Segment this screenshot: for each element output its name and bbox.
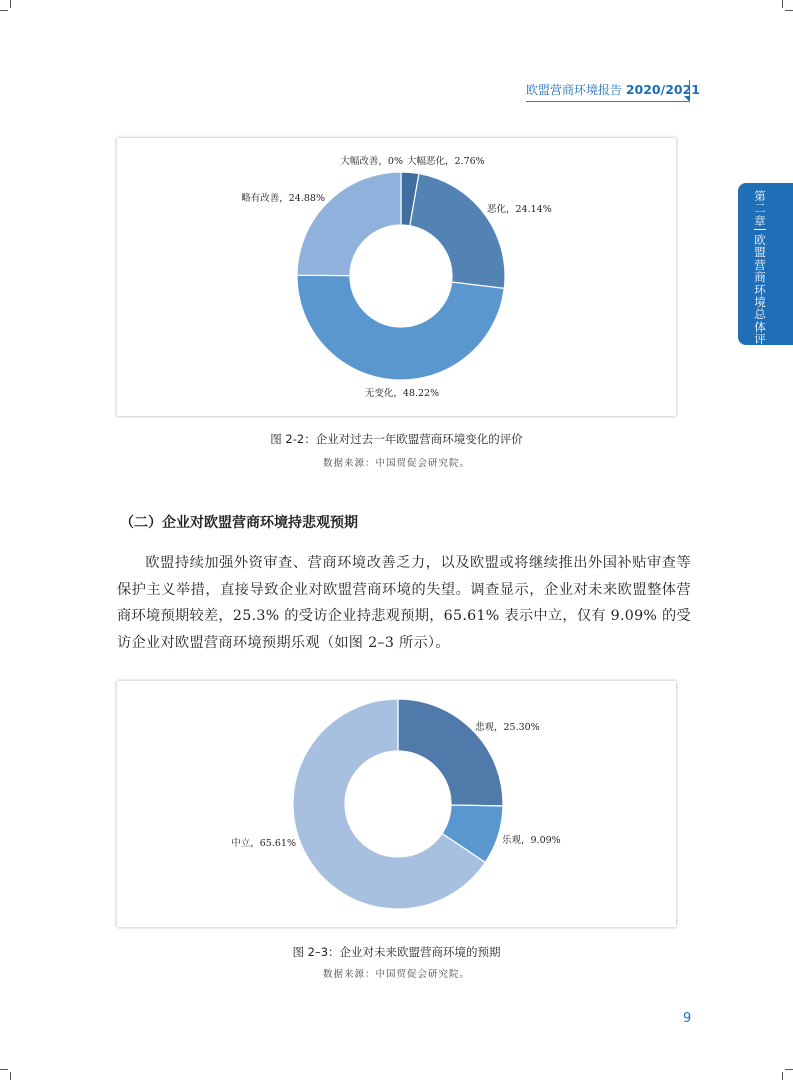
header-corner-mark <box>684 96 690 102</box>
chapter-tab-divider <box>754 229 766 230</box>
figure-1-source: 数据来源：中国贸促会研究院。 <box>322 458 470 469</box>
crop-mark <box>782 0 783 8</box>
chapter-tab-number: 第二章 <box>754 189 766 228</box>
donut-slice-0 <box>398 699 503 806</box>
figure-1-caption: 图 2-2：企业对过去一年欧盟营商环境变化的评价 <box>270 432 523 446</box>
chart-2-svg <box>117 681 676 927</box>
slice-label-3: 无变化，48.22% <box>364 388 440 399</box>
donut-slice-3 <box>297 275 504 380</box>
crop-mark <box>10 0 11 8</box>
running-header-title: 欧盟营商环境报告 <box>526 83 623 97</box>
crop-mark <box>785 10 793 11</box>
running-header-year: 2020/2021 <box>625 82 700 97</box>
slice-label-1: 大幅恶化，2.76% <box>407 156 485 167</box>
crop-mark <box>10 1072 11 1080</box>
slice-label-0: 悲观，25.30% <box>475 722 540 733</box>
chapter-tab-title: 欧盟营商环境总体评价 <box>754 233 766 359</box>
crop-mark <box>785 1069 793 1070</box>
figure-2-chart <box>117 681 676 927</box>
crop-mark <box>0 10 8 11</box>
donut-slice-2 <box>410 174 505 289</box>
donut-slice-4 <box>297 172 401 276</box>
chart-1-svg <box>117 138 676 416</box>
body-paragraph: 欧盟持续加强外资审查、营商环境改善乏力，以及欧盟或将继续推出外国补贴审查等保护主义举措，直接导致企业对欧盟营商环境的失望。调查显示，企业对未来欧盟整体营商环境预期较差，25.3% 的受访企业持悲观预期，65.61% 表示中立，仅有 9.09% 的受访企业对欧盟营商环境预期乐观（如图 2–3 所示）。 <box>117 555 691 651</box>
crop-mark <box>0 1069 8 1070</box>
section-heading: （二）企业对欧盟营商环境持悲观预期 <box>120 515 358 531</box>
slice-label-2: 恶化，24.14% <box>487 204 552 215</box>
slice-label-0: 大幅改善，0% <box>340 156 403 167</box>
slice-label-1: 乐观，9.09% <box>502 835 561 846</box>
slice-label-4: 略有改善，24.88% <box>241 193 325 204</box>
slice-label-2: 中立，65.61% <box>231 838 296 849</box>
crop-mark <box>782 1072 783 1080</box>
figure-2-caption: 图 2–3：企业对未来欧盟营商环境的预期 <box>292 945 501 959</box>
figure-2-source: 数据来源：中国贸促会研究院。 <box>322 969 470 980</box>
figure-1-chart <box>117 138 676 416</box>
page-number: 9 <box>683 1011 692 1026</box>
running-header <box>526 80 700 102</box>
